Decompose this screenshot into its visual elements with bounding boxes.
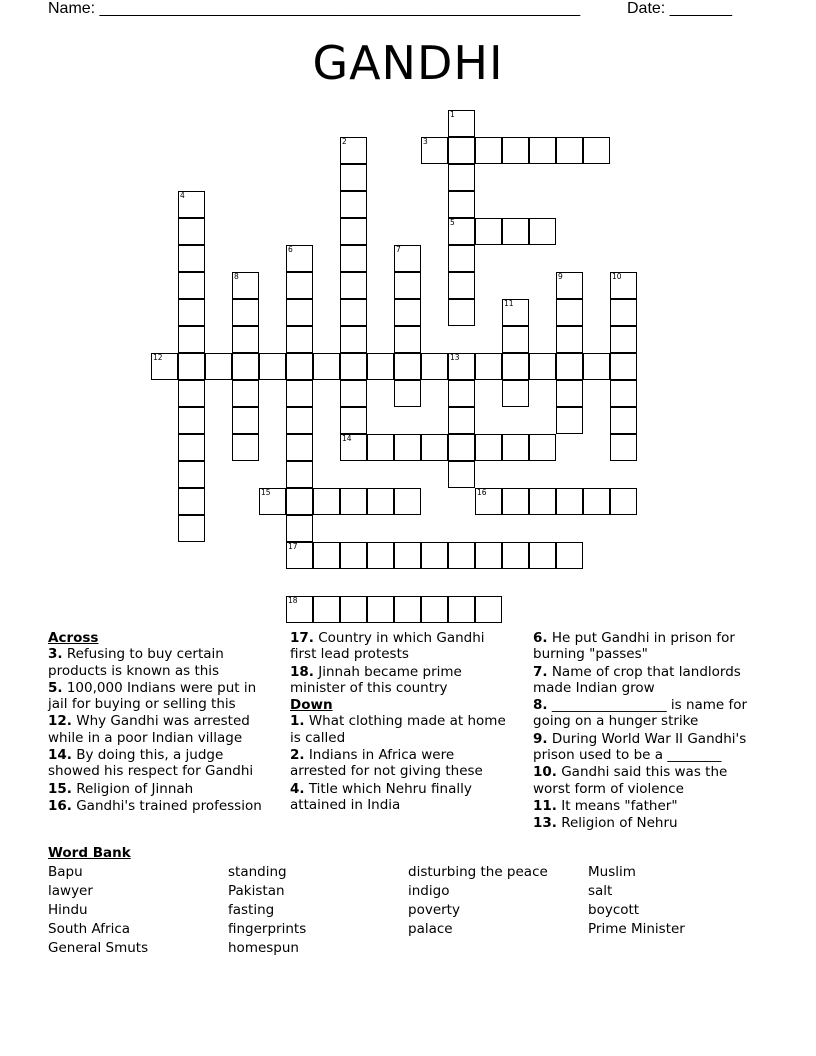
grid-cell[interactable] [556, 407, 583, 434]
grid-cell[interactable] [394, 299, 421, 326]
grid-cell[interactable] [610, 407, 637, 434]
clue-number: 17 [288, 542, 298, 551]
grid-cell[interactable] [340, 191, 367, 218]
word-bank-item: boycott [588, 902, 640, 918]
clue-number: 9 [558, 272, 563, 281]
grid-cell[interactable] [232, 380, 259, 407]
grid-cell[interactable] [340, 542, 367, 569]
grid-cell[interactable] [448, 542, 475, 569]
clue-across-12: 12. Why Gandhi was arrested while in a poor Indian village [48, 713, 250, 746]
grid-cell[interactable] [448, 191, 475, 218]
grid-cell[interactable] [340, 353, 367, 380]
grid-cell[interactable] [556, 542, 583, 569]
clue-across-18: 18. Jinnah became prime minister of this country [290, 663, 462, 696]
grid-cell[interactable] [556, 137, 583, 164]
grid-cell[interactable] [340, 272, 367, 299]
clue-number: 2 [342, 137, 347, 146]
grid-cell[interactable] [313, 353, 340, 380]
word-bank-item: fasting [228, 902, 275, 918]
grid-cell[interactable] [286, 488, 313, 515]
grid-cell[interactable] [394, 353, 421, 380]
grid-cell[interactable] [475, 353, 502, 380]
grid-cell[interactable] [178, 245, 205, 272]
word-bank-item: Hindu [48, 902, 88, 918]
clue-number: 10 [612, 272, 622, 281]
grid-cell[interactable] [529, 218, 556, 245]
grid-cell[interactable] [286, 407, 313, 434]
word-bank-item: fingerprints [228, 921, 307, 937]
grid-cell[interactable] [367, 434, 394, 461]
grid-cell[interactable] [178, 326, 205, 353]
grid-cell[interactable] [475, 596, 502, 623]
grid-cell[interactable] [583, 137, 610, 164]
grid-cell[interactable] [475, 434, 502, 461]
grid-cell[interactable] [556, 326, 583, 353]
clue-down-2: 2. Indians in Africa were arrested for not giving these [290, 747, 483, 780]
grid-cell[interactable] [502, 218, 529, 245]
grid-cell[interactable] [421, 596, 448, 623]
clue-number: 11 [504, 299, 514, 308]
grid-cell[interactable] [286, 272, 313, 299]
grid-cell[interactable] [556, 353, 583, 380]
clue-across-3: 3. Refusing to buy certain products is known as this [48, 646, 224, 679]
grid-cell[interactable] [502, 137, 529, 164]
grid-cell[interactable] [286, 353, 313, 380]
clue-number: 6 [288, 245, 293, 254]
grid-cell[interactable] [502, 488, 529, 515]
grid-cell[interactable] [394, 542, 421, 569]
grid-cell[interactable] [178, 434, 205, 461]
word-bank-item: indigo [408, 883, 450, 899]
page-title: GANDHI [312, 36, 504, 90]
grid-cell[interactable] [340, 218, 367, 245]
clue-down-13: 13. Religion of Nehru [533, 815, 678, 832]
grid-cell[interactable] [340, 245, 367, 272]
grid-cell[interactable] [178, 299, 205, 326]
grid-cell[interactable] [178, 353, 205, 380]
word-bank-item: salt [588, 883, 613, 899]
clues-column-2 [290, 630, 510, 814]
grid-cell[interactable] [475, 218, 502, 245]
grid-cell[interactable] [178, 515, 205, 542]
grid-cell[interactable] [232, 299, 259, 326]
grid-cell[interactable] [502, 380, 529, 407]
grid-cell[interactable] [286, 326, 313, 353]
grid-cell[interactable] [232, 434, 259, 461]
grid-cell[interactable] [286, 380, 313, 407]
clue-across-15: 15. Religion of Jinnah [48, 780, 194, 797]
clue-number: 7 [396, 245, 401, 254]
across-heading: Across [48, 630, 99, 646]
clue-down-7: 7. Name of crop that landlords made Indian grow [533, 663, 741, 696]
word-bank-item: homespun [228, 940, 299, 956]
grid-cell[interactable] [367, 353, 394, 380]
grid-cell[interactable] [259, 353, 286, 380]
grid-cell[interactable] [448, 434, 475, 461]
grid-cell[interactable] [583, 353, 610, 380]
clue-number: 8 [234, 272, 239, 281]
clue-number: 4 [180, 191, 185, 200]
clue-down-11: 11. It means "father" [533, 797, 678, 814]
grid-cell[interactable] [448, 461, 475, 488]
grid-cell[interactable] [394, 488, 421, 515]
grid-cell[interactable] [448, 164, 475, 191]
clue-number: 14 [342, 434, 352, 443]
grid-cell[interactable] [178, 218, 205, 245]
grid-cell[interactable] [610, 326, 637, 353]
grid-cell[interactable] [529, 353, 556, 380]
grid-cell[interactable] [448, 596, 475, 623]
clue-down-10: 10. Gandhi said this was the worst form of violence [533, 764, 728, 797]
clue-across-5: 5. 100,000 Indians were put in jail for buying or selling this [48, 679, 257, 713]
grid-cell[interactable] [610, 488, 637, 515]
grid-cell[interactable] [556, 299, 583, 326]
grid-cell[interactable] [475, 542, 502, 569]
grid-cell[interactable] [502, 434, 529, 461]
grid-cell[interactable] [502, 542, 529, 569]
grid-cell[interactable] [529, 542, 556, 569]
grid-cell[interactable] [367, 596, 394, 623]
word-bank-item: South Africa [48, 921, 131, 937]
clues-column-3 [533, 630, 763, 833]
grid-cell[interactable] [448, 137, 475, 164]
clue-number: 18 [288, 596, 298, 605]
grid-cell[interactable] [286, 299, 313, 326]
grid-cell[interactable] [178, 380, 205, 407]
clue-across-16: 16. Gandhi's trained profession [48, 797, 262, 814]
grid-cell[interactable] [421, 353, 448, 380]
grid-cell[interactable] [178, 488, 205, 515]
grid-cell[interactable] [313, 596, 340, 623]
clue-number: 15 [261, 488, 271, 497]
clue-number: 16 [477, 488, 487, 497]
grid-cell[interactable] [340, 488, 367, 515]
grid-cell[interactable] [340, 407, 367, 434]
grid-cell[interactable] [610, 380, 637, 407]
grid-cell[interactable] [178, 407, 205, 434]
word-bank-item: lawyer [48, 883, 93, 899]
grid-cell[interactable] [556, 488, 583, 515]
grid-cell[interactable] [286, 434, 313, 461]
clue-number: 3 [423, 137, 428, 146]
grid-cell[interactable] [286, 461, 313, 488]
clue-number: 13 [450, 353, 460, 362]
grid-cell[interactable] [610, 434, 637, 461]
grid-cell[interactable] [394, 272, 421, 299]
clue-down-8: 8. _________________ is name for going on a hunger strike [533, 697, 748, 730]
clues-column-1 [48, 630, 276, 815]
word-bank-item: General Smuts [48, 940, 149, 956]
grid-cell[interactable] [448, 380, 475, 407]
grid-cell[interactable] [313, 542, 340, 569]
grid-cell[interactable] [232, 353, 259, 380]
grid-cell[interactable] [448, 299, 475, 326]
grid-cell[interactable] [448, 272, 475, 299]
clue-down-6: 6. He put Gandhi in prison for burning "passes" [533, 630, 735, 663]
grid-cell[interactable] [232, 326, 259, 353]
grid-cell[interactable] [178, 461, 205, 488]
clue-across-17: 17. Country in which Gandhi first lead protests [290, 630, 485, 663]
grid-cell[interactable] [205, 353, 232, 380]
word-bank-item: Bapu [48, 864, 83, 880]
grid-cell[interactable] [448, 245, 475, 272]
grid-cell[interactable] [610, 353, 637, 380]
word-bank-item: Prime Minister [588, 921, 685, 937]
grid-cell[interactable] [340, 380, 367, 407]
grid-cell[interactable] [556, 380, 583, 407]
grid-cell[interactable] [502, 353, 529, 380]
clue-down-1: 1. What clothing made at home is called [290, 713, 506, 746]
word-bank-item: palace [408, 921, 453, 937]
word-bank-item: Pakistan [228, 883, 285, 899]
grid-cell[interactable] [340, 299, 367, 326]
clue-across-14: 14. By doing this, a judge showed his respect for Gandhi [48, 747, 254, 780]
grid-cell[interactable] [475, 137, 502, 164]
grid-cell[interactable] [394, 596, 421, 623]
grid-cell[interactable] [178, 272, 205, 299]
grid-cell[interactable] [394, 326, 421, 353]
grid-cell[interactable] [529, 434, 556, 461]
clue-number: 12 [153, 353, 163, 362]
down-heading: Down [290, 697, 333, 714]
grid-cell[interactable] [367, 542, 394, 569]
date-line[interactable]: Date: _______ [627, 0, 732, 17]
grid-cell[interactable] [286, 515, 313, 542]
clue-number: 5 [450, 218, 455, 227]
word-bank-heading: Word Bank [48, 845, 131, 861]
grid-cell[interactable] [502, 326, 529, 353]
word-bank-item: Muslim [588, 864, 636, 880]
grid-cell[interactable] [583, 488, 610, 515]
word-bank-item: disturbing the peace [408, 864, 548, 880]
grid-cell[interactable] [529, 488, 556, 515]
grid-cell[interactable] [529, 137, 556, 164]
grid-cell[interactable] [421, 542, 448, 569]
grid-cell[interactable] [394, 434, 421, 461]
word-bank-item: standing [228, 864, 287, 880]
grid-cell[interactable] [610, 299, 637, 326]
grid-cell[interactable] [340, 326, 367, 353]
grid-cell[interactable] [394, 380, 421, 407]
grid-cell[interactable] [313, 488, 340, 515]
grid-cell[interactable] [367, 488, 394, 515]
word-bank-item: poverty [408, 902, 460, 918]
name-line[interactable]: Name: ______________________________________________________ [48, 0, 581, 17]
grid-cell[interactable] [340, 164, 367, 191]
grid-cell[interactable] [232, 407, 259, 434]
grid-cell[interactable] [421, 434, 448, 461]
grid-cell[interactable] [340, 596, 367, 623]
clue-down-9: 9. During World War II Gandhi's prison used to be a ________ [533, 730, 747, 764]
clue-down-4: 4. Title which Nehru finally attained in India [290, 780, 472, 813]
clue-number: 1 [450, 110, 455, 119]
grid-cell[interactable] [448, 407, 475, 434]
